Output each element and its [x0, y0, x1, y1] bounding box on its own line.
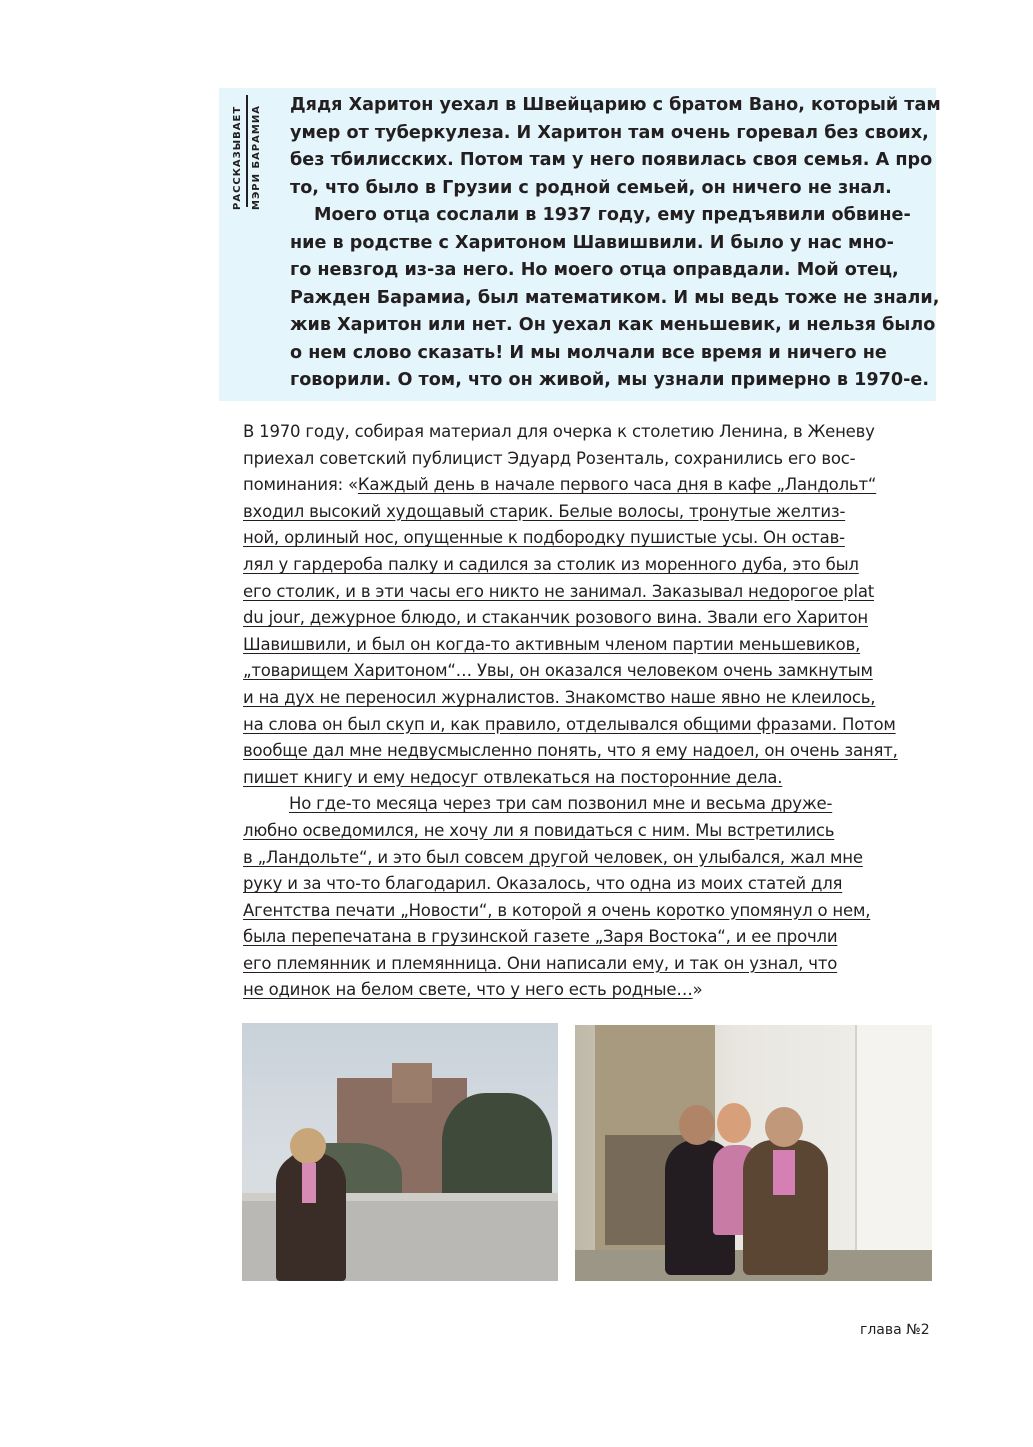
body-line: пишет книгу и ему недосуг отвлекаться на посторонние дела. — [243, 767, 783, 787]
body-line — [243, 472, 943, 499]
body-line: руку и за что-то благодарил. Оказалось, что одна из моих статей для — [243, 874, 843, 894]
body-line: лял у гардероба палку и садился за столик из моренного дуба, это был — [243, 554, 859, 574]
body-line: любно осведомился, не хочу ли я повидаться с ним. Мы встретились — [243, 820, 835, 840]
intro-paragraph — [290, 92, 940, 395]
body-line: du jour, дежурное блюдо, и стаканчик розового вина. Звали его Харитон — [243, 608, 868, 628]
body-line-part: Но где-то месяца через три сам позвонил мне и весьма друже- — [289, 794, 833, 814]
intro-line: говорили. О том, что он живой, мы узнали примерно в 1970-е. — [290, 370, 930, 390]
intro-line: Моего отца сослали в 1937 году, ему предъявили обвине- — [314, 205, 911, 225]
intro-line: ние в родстве с Харитоном Шавишвили. И было у нас мно- — [290, 232, 894, 253]
quote-start: Каждый день в начале первого часа дня в кафе „Ландольт“ — [357, 475, 877, 495]
intro-line: го невзгод из-за него. Но моего отца оправдали. Мой отец, — [290, 260, 899, 280]
body-line: его столик, и в эти часы его никто не занимал. Заказывал недорогое plat — [243, 581, 875, 601]
body-line: вообще дал мне недвусмысленно понять, что я ему надоел, он очень занят, — [243, 741, 898, 761]
intro-line: умер от туберкулеза. И Харитон там очень горевал без своих, — [290, 122, 929, 143]
sidebar-label-line2: МЭРИ БАРАМИА — [251, 105, 262, 210]
body-line: и на дух не переносил журналистов. Знакомство наше явно не клеилось, — [243, 687, 876, 707]
sidebar-label-line1: РАССКАЗЫВАЕТ — [232, 105, 243, 210]
intro-line: о нем слово сказать! И мы молчали все время и ничего не — [290, 342, 887, 363]
intro-line: то, что было в Грузии с родной семьей, он ничего не знал. — [290, 177, 892, 198]
body-line: В 1970 году, собирая материал для очерка к столетию Ленина, в Женеву — [243, 422, 875, 441]
page-number: глава №2 — [860, 1322, 930, 1338]
closing-quote-mark: » — [692, 980, 703, 1000]
body-line: в „Ландольте“, и это был совсем другой человек, он улыбался, жал мне — [243, 847, 863, 867]
sidebar-rule — [246, 95, 248, 207]
body-line: Шавишвили, и был он когда-то активным членом партии меньшевиков, — [243, 634, 861, 654]
body-line-part: поминания: « — [243, 475, 358, 495]
body-line: Агентства печати „Новости“, в которой я очень коротко упомянул о нем, — [243, 900, 871, 920]
body-line — [243, 977, 943, 1004]
body-line: входил высокий худощавый старик. Белые волосы, тронутые желтиз- — [243, 501, 846, 521]
body-line: его племянник и племянница. Они написали ему, и так он узнал, что — [243, 953, 838, 973]
body-line: приехал советский публицист Эдуард Розенталь, сохранились его вос- — [243, 448, 856, 468]
body-text — [243, 419, 943, 1004]
photo-woman-on-terrace — [242, 1023, 558, 1281]
body-line: на слова он был скуп и, как правило, отделывался общими фразами. Потом — [243, 714, 896, 734]
photo-three-women — [575, 1025, 932, 1281]
intro-line: Дядя Харитон уехал в Швейцарию с братом Вано, который там — [290, 95, 941, 115]
intro-line: без тбилисских. Потом там у него появилась своя семья. А про — [290, 150, 933, 170]
quote-end: не одинок на белом свете, что у него есть родные… — [243, 980, 693, 1000]
body-line: „товарищем Харитоном“… Увы, он оказался человеком очень замкнутым — [243, 661, 873, 681]
body-line: ной, орлиный нос, опущенные к подбородку пушистые усы. Он остав- — [243, 528, 845, 548]
intro-line: Раждeн Барамиа, был математиком. И мы ведь тоже не знали, — [290, 287, 940, 308]
intro-line: жив Харитон или нет. Он уехал как меньшевик, и нельзя было — [290, 315, 936, 335]
body-line: была перепечатана в грузинской газете „Заря Востока“, и ее прочли — [243, 927, 838, 947]
body-line — [243, 791, 943, 818]
